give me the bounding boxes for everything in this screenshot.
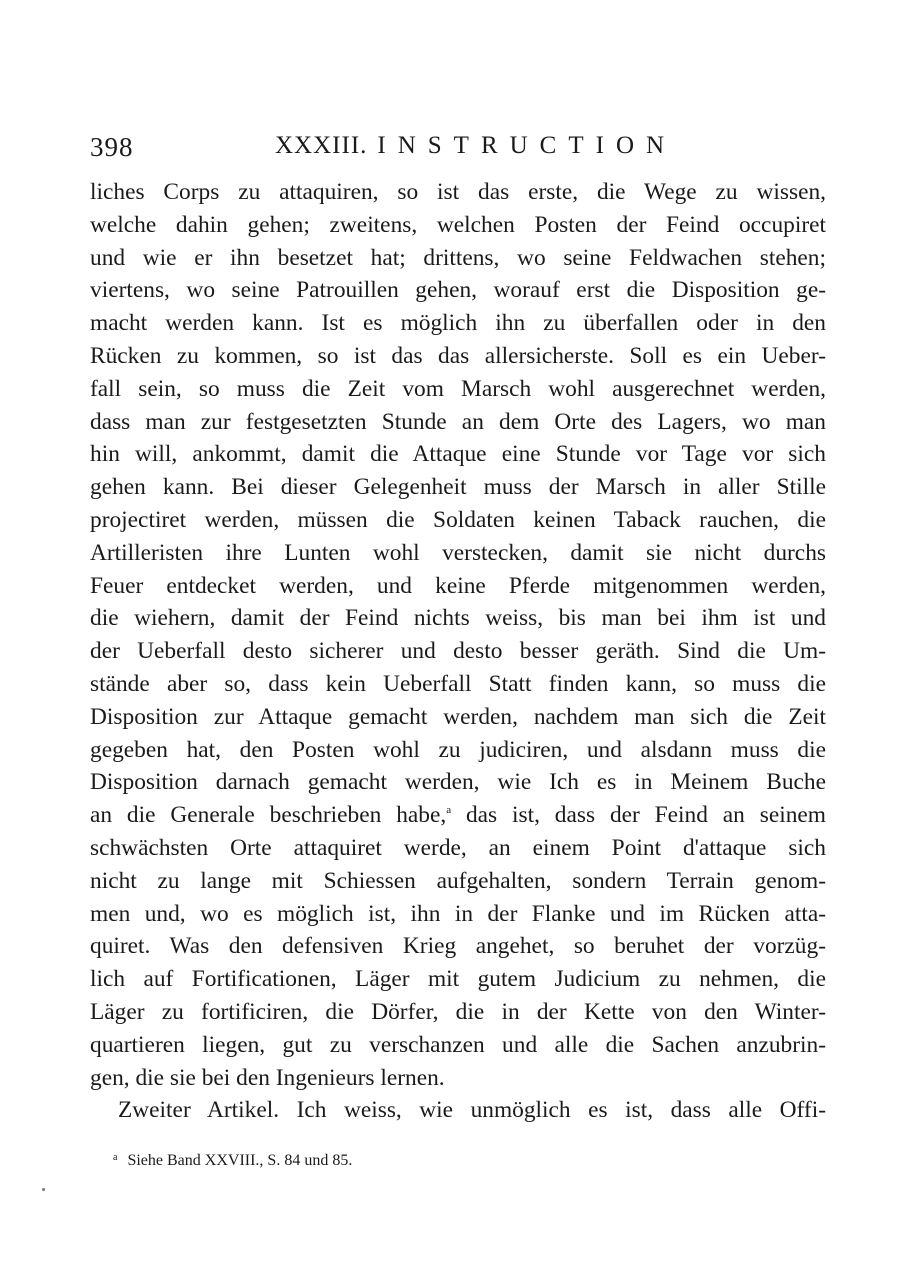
paper-speck	[42, 1188, 45, 1191]
text-line: Feuer entdecket werden, und keine Pferde mitgenommen werden,	[90, 572, 826, 599]
text-line: quartieren liegen, gut zu verschanzen und alle die Sachen anzubrin-	[90, 1031, 826, 1058]
text-line: gehen kann. Bei dieser Gelegenheit muss der Marsch in aller Stille	[90, 474, 826, 501]
paragraph-first-line: Zweiter Artikel. Ich weiss, wie unmöglich es ist, dass alle Offi-	[118, 1097, 826, 1124]
text-line: welche dahin gehen; zweitens, welchen Posten der Feind occupiret	[90, 211, 826, 238]
text-line: projectiret werden, müssen die Soldaten keinen Taback rauchen, die	[90, 506, 826, 533]
text-line: schwächsten Orte attaquiret werde, an einem Point d'attaque sich	[90, 834, 826, 861]
running-title	[275, 132, 676, 160]
text-line: die wiehern, damit der Feind nichts weiss, bis man bei ihm ist und	[90, 605, 826, 632]
text-line: viertens, wo seine Patrouillen gehen, worauf erst die Disposition ge-	[90, 277, 826, 304]
paragraph-last-line: gen, die sie bei den Ingenieurs lernen.	[90, 1064, 445, 1091]
footnote-reference: a	[446, 804, 452, 817]
text-line: lich auf Fortificationen, Läger mit gutem Judicium zu nehmen, die	[90, 966, 826, 993]
page-number: 398	[90, 132, 134, 162]
text-line-with-footnote-ref	[90, 799, 826, 832]
text-line: macht werden kann. Ist es möglich ihn zu überfallen oder in den	[90, 310, 826, 337]
footnote	[113, 1152, 352, 1170]
text-line: Artilleristen ihre Lunten wohl verstecken, damit sie nicht durchs	[90, 539, 826, 566]
text-line: stände aber so, dass kein Ueberfall Statt finden kann, so muss die	[90, 670, 826, 697]
text-line: nicht zu lange mit Schiessen aufgehalten, sondern Terrain genom-	[90, 867, 826, 894]
chapter-number: XXXIII.	[275, 132, 368, 159]
text-line: dass man zur festgesetzten Stunde an dem Orte des Lagers, wo man	[90, 408, 826, 435]
text-line: hin will, ankommt, damit die Attaque eine Stunde vor Tage vor sich	[90, 441, 826, 468]
text-line: men und, wo es möglich ist, ihn in der Flanke und im Rücken atta-	[90, 900, 826, 927]
text-line: Rücken zu kommen, so ist das das allersicherste. Soll es ein Ueber-	[90, 342, 826, 369]
text-line: und wie er ihn besetzet hat; drittens, wo seine Feldwachen stehen;	[90, 244, 826, 271]
footnote-marker: a	[113, 1152, 118, 1163]
text-line: liches Corps zu attaquiren, so ist das erste, die Wege zu wissen,	[90, 179, 826, 205]
body-text	[90, 176, 826, 1127]
footnote-text: Siehe Band XXVIII., S. 84 und 85.	[127, 1152, 353, 1169]
text-segment: das ist, dass der Feind an seinem	[451, 802, 826, 829]
text-line: Disposition zur Attaque gemacht werden, nachdem man sich die Zeit	[90, 703, 826, 730]
text-line: quiret. Was den defensiven Krieg angehet, so beruhet der vorzüg-	[90, 933, 826, 960]
chapter-title: INSTRUCTION	[377, 132, 677, 159]
text-line: Läger zu fortificiren, die Dörfer, die in der Kette von den Winter-	[90, 998, 826, 1025]
text-segment: an die Generale beschrieben habe,	[90, 802, 447, 829]
text-line: gegeben hat, den Posten wohl zu judiciren, und alsdann muss die	[90, 736, 826, 763]
running-header	[90, 132, 826, 172]
text-line: fall sein, so muss die Zeit vom Marsch wohl ausgerechnet werden,	[90, 375, 826, 402]
text-line: Disposition darnach gemacht werden, wie Ich es in Meinem Buche	[90, 769, 826, 796]
text-line: der Ueberfall desto sicherer und desto besser geräth. Sind die Um-	[90, 638, 826, 665]
